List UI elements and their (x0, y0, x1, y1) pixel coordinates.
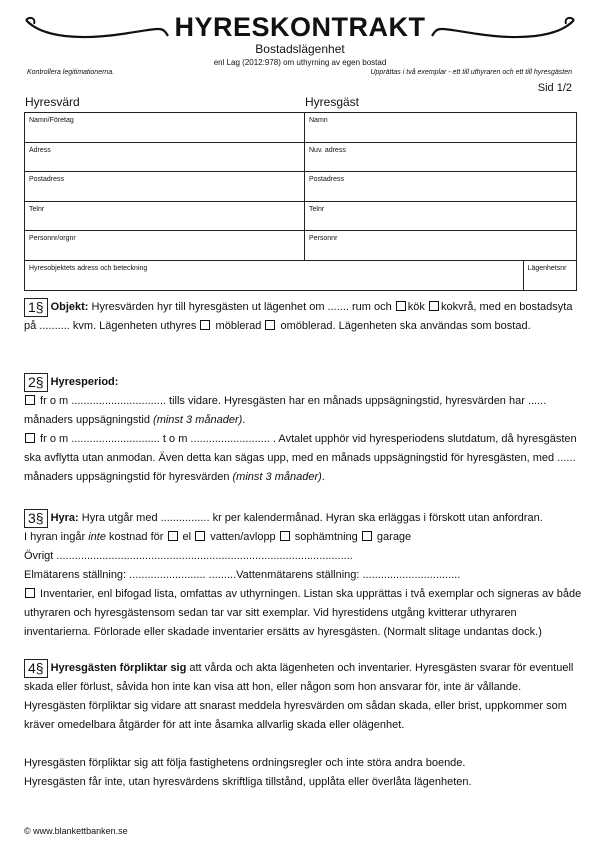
section-text: omöblerad. Lägenheten ska användas som bostad. (277, 320, 531, 332)
garage-checkbox[interactable] (362, 531, 372, 541)
meter-readings-line[interactable]: Elmätarens ställning: ......................... .........Vattenmätarens ställning: ................................ (24, 569, 461, 581)
section-text: . (321, 471, 325, 483)
section-heading: Hyresgästen förpliktar sig (50, 662, 187, 674)
section-number: 1§ (24, 298, 48, 317)
furnished-checkbox[interactable] (200, 320, 210, 330)
section-text: Hyresgästen förpliktar sig vidare att snarast meddela hyresvärden om sådan skada, eller brist, uppkommer som kräver omedelbara åtgärder för att inte åsamka allvarlig skada eller olägenhet. (24, 700, 567, 731)
inventory-checkbox[interactable] (25, 588, 35, 598)
section-text: Hyresvärden hyr till hyresgästen ut lägenhet om ....... rum och (88, 301, 395, 313)
section-text: garage (373, 531, 412, 543)
landlord-name-field[interactable]: Namn/Företag (25, 113, 305, 143)
tenant-postal-field[interactable]: Postadress (305, 172, 577, 202)
tenant-label: Hyresgäst (305, 95, 360, 109)
section-text: sophämtning (291, 531, 361, 543)
section-text: möblerad (212, 320, 265, 332)
indefinite-period-checkbox[interactable] (25, 395, 35, 405)
law-reference: enl Lag (2012:978) om uthyrning av egen bostad (213, 58, 387, 67)
tenant-personnr-field[interactable]: Personnr (305, 231, 577, 261)
section-text: Hyresgästen får inte, utan hyresvärdens skriftliga tillstånd, upplåta eller överlåta lägenheten. (24, 776, 472, 788)
fixed-period-checkbox[interactable] (25, 433, 35, 443)
tenant-address-field[interactable]: Nuv. adress (305, 142, 577, 172)
section-text: att vårda och akta lägenheten och inventarier. Hyresgästen svarar för eventuell skada eller förlust, såvida hon inte kan visa att hon, eller någon som hon ansvarar för, inte är vållande. (24, 662, 574, 693)
section-heading: Hyresperiod: (50, 376, 119, 388)
apartment-number-field[interactable]: Lägenhetsnr (523, 260, 576, 290)
section-1-object (24, 298, 584, 336)
section-number: 2§ (24, 373, 48, 392)
document-header (0, 0, 600, 94)
section-text: fr o m ............................... tills vidare. Hyresgästen har en månads uppsägningstid, hyresvärden har ...... månaders uppsägningstid (24, 395, 547, 426)
other-costs-line[interactable]: Övrigt ................................................................................................. (24, 550, 353, 562)
section-text: . (242, 414, 246, 426)
kitchenette-checkbox[interactable] (429, 301, 439, 311)
section-2-period (24, 373, 584, 487)
page-number: Sid 1/2 (537, 82, 572, 94)
section-4-obligations (24, 659, 584, 792)
section-text: (minst 3 månader) (153, 414, 243, 426)
copies-note: Upprättas i två exemplar - ett till uthyraren och ett till hyresgästen (370, 69, 572, 76)
tenant-name-field[interactable]: Namn (305, 113, 577, 143)
section-text: (minst 3 månader) (232, 471, 322, 483)
copyright-footer: © www.blankettbanken.se (24, 826, 128, 836)
landlord-personnr-field[interactable]: Personnr/orgnr (25, 231, 305, 261)
section-text: fr o m ............................. t o m .......................... . Avtalet upphör vid hyresperiodens slutdatum, då hyresgästen ska avflytta utan anmodan. Även detta kan sägas upp, med en månads uppsägningstid för hyresgästen, med ...... månaders uppsägningstid för hyresvärden (24, 433, 577, 483)
landlord-address-field[interactable]: Adress (25, 142, 305, 172)
object-address-field[interactable]: Hyresobjektets adress och beteckning (25, 260, 524, 290)
section-text: el (179, 531, 195, 543)
section-text: kostnad för (105, 531, 167, 543)
section-text: vatten/avlopp (207, 531, 279, 543)
landlord-postal-field[interactable]: Postadress (25, 172, 305, 202)
section-text: Hyra utgår med ................ kr per kalendermånad. Hyran ska erläggas i förskott utan anfordran. (78, 512, 543, 524)
page-title: HYRESKONTRAKT (174, 12, 426, 42)
kitchen-checkbox[interactable] (396, 301, 406, 311)
section-text: Hyresgästen förpliktar sig att följa fastighetens ordningsregler och inte störa andra boende. (24, 757, 466, 769)
landlord-label: Hyresvärd (25, 95, 80, 109)
section-number: 3§ (24, 509, 48, 528)
page-subtitle: Bostadslägenhet (255, 42, 345, 56)
section-heading: Objekt: (50, 301, 89, 313)
unfurnished-checkbox[interactable] (265, 320, 275, 330)
section-text: Inventarier, enl bifogad lista, omfattas av uthyrningen. Listan ska upprättas i två exemplar och signeras av både uthyraren och hyresgästensom sedan tar var sitt exemplar. Vid hyrestidens utgång kvitterar uthyraren inventarierna. Förlorade eller skadade inventarier ersätts av hyresgästen. (Normalt slitage undantas dock.) (24, 588, 582, 638)
section-text: inte (88, 531, 106, 543)
tenant-phone-field[interactable]: Telnr (305, 201, 577, 231)
electricity-checkbox[interactable] (168, 531, 178, 541)
landlord-phone-field[interactable]: Telnr (25, 201, 305, 231)
section-text: I hyran ingår (24, 531, 89, 543)
section-text: kokvrå, med en bostadsyta på .......... kvm. Lägenheten uthyres (24, 301, 573, 332)
section-heading: Hyra: (50, 512, 79, 524)
water-checkbox[interactable] (195, 531, 205, 541)
parties-table (24, 112, 577, 291)
garbage-checkbox[interactable] (280, 531, 290, 541)
verify-id-note: Kontrollera legitimationerna. (27, 69, 115, 76)
section-text: kök (407, 301, 428, 313)
section-number: 4§ (24, 659, 48, 678)
section-3-rent (24, 509, 584, 642)
